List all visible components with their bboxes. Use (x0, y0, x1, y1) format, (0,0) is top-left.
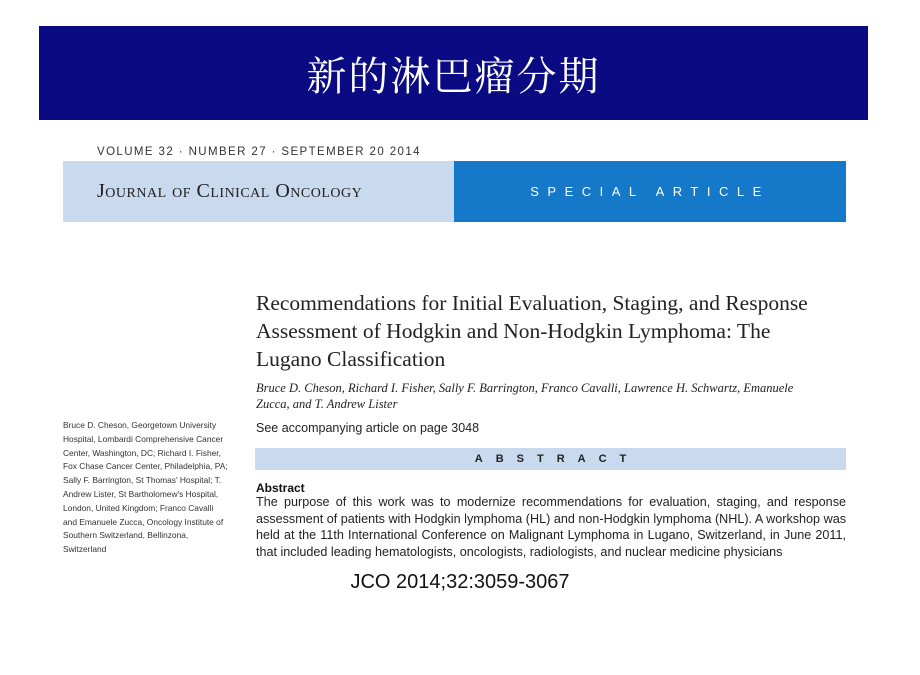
article-title: Recommendations for Initial Evaluation, Staging, and Response Assessment of Hodgkin and Non-Hodgkin Lymphoma: The Lugano Classification (256, 291, 808, 371)
journal-name-band (63, 161, 454, 222)
article-authors: Bruce D. Cheson, Richard I. Fisher, Sally F. Barrington, Franco Cavalli, Lawrence H. Schwartz, Emanuele Zucca, and T. Andrew Lister (256, 381, 794, 411)
slide-title: 新的淋巴瘤分期 (306, 53, 601, 100)
abstract-text: The purpose of this work was to modernize recommendations for evaluation, staging, and response assessment of patients with Hodgkin lymphoma (HL) and non-Hodgkin lymphoma (NHL). A workshop was held at the 11th International Conference on Malignant Lymphoma in Lugano, Switzerland, in June 2011, that included leading hematologists, oncologists, radiologists, and nuclear medicine physicians (256, 495, 846, 559)
accompanying-article-note: See accompanying article on page 3048 (256, 421, 480, 435)
abstract-band-label: ABSTRACT (474, 453, 640, 465)
journal-section-band (454, 161, 846, 222)
abstract-heading: Abstract (256, 481, 305, 495)
article-type-label: SPECIAL ARTICLE (530, 184, 770, 199)
author-affiliations: Bruce D. Cheson, Georgetown University Hospital, Lombardi Comprehensive Cancer Center, Washington, DC; Richard I. Fisher, Fox Chase Cancer Center, Philadelphia, PA; Sally F. Barrington, St Thomas' Hospital; T. Andrew Lister, St Bartholomew's Hospital, London, United Kingdom; Franco Cavalli and Emanuele Zucca, Oncology Institute of Southern Switzerland, Bellinzona, Switzerland (63, 420, 228, 555)
journal-name: Journal of Clinical Oncology (97, 180, 363, 202)
abstract-section-band (255, 448, 846, 470)
journal-volume-line: VOLUME 32 · NUMBER 27 · SEPTEMBER 20 2014 (97, 146, 421, 158)
citation-reference: JCO 2014;32:3059-3067 (350, 571, 570, 593)
slide-title-bar (39, 26, 868, 120)
